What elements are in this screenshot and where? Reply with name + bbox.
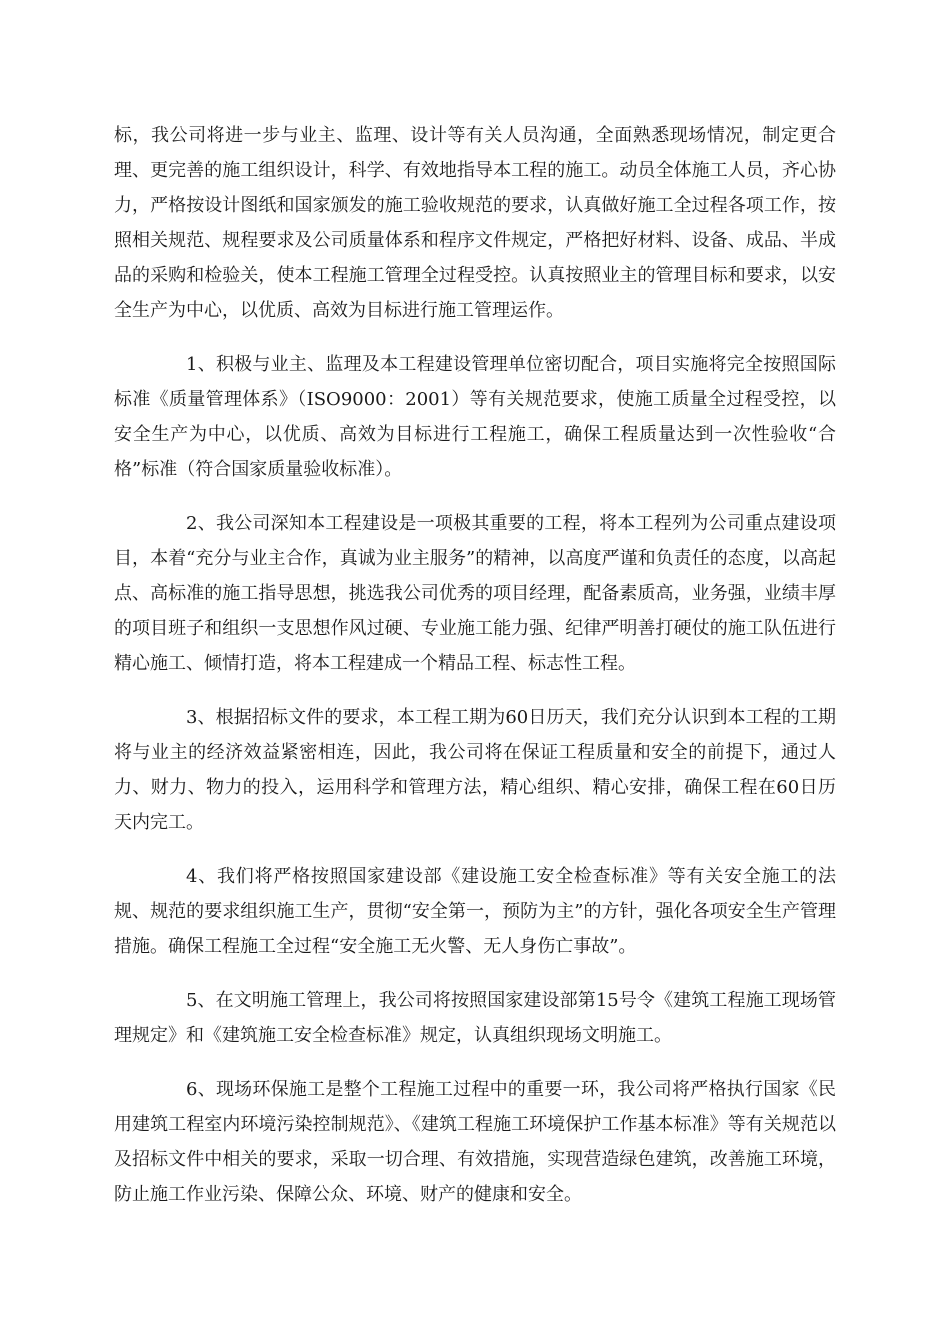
paragraph-item-5: 5、在文明施工管理上，我公司将按照国家建设部第15号令《建筑工程施工现场管理规定》和《建筑施工安全检查标准》规定，认真组织现场文明施工。 xyxy=(114,990,836,1046)
paragraph-item-2: 2、我公司深知本工程建设是一项极其重要的工程，将本工程列为公司重点建设项目，本着“充分与业主合作，真诚为业主服务”的精神，以高度严谨和负责任的态度，以高起点、高标准的施工指导思想，挑选我公司优秀的项目经理，配备素质高，业务强，业绩丰厚的项目班子和组织一支思想作风过硬、专业施工能力强、纪律严明善打硬仗的施工队伍进行精心施工、倾情打造，将本工程建成一个精品工程、标志性工程。 xyxy=(114,513,836,674)
paragraph-item-6: 6、现场环保施工是整个工程施工过程中的重要一环，我公司将严格执行国家《民用建筑工程室内环境污染控制规范》、《建筑工程施工环境保护工作基本标准》等有关规范以及招标文件中相关的要求，采取一切合理、有效措施，实现营造绿色建筑，改善施工环境，防止施工作业污染、保障公众、环境、财产的健康和安全。 xyxy=(114,1079,836,1205)
paragraph-item-3: 3、根据招标文件的要求，本工程工期为60日历天，我们充分认识到本工程的工期将与业主的经济效益紧密相连，因此，我公司将在保证工程质量和安全的前提下，通过人力、财力、物力的投入，运用科学和管理方法，精心组织、精心安排，确保工程在60日历天内完工。 xyxy=(114,707,836,833)
paragraph-intro: 标，我公司将进一步与业主、监理、设计等有关人员沟通，全面熟悉现场情况，制定更合理、更完善的施工组织设计，科学、有效地指导本工程的施工。动员全体施工人员，齐心协力，严格按设计图纸和国家颁发的施工验收规范的要求，认真做好施工全过程各项工作，按照相关规范、规程要求及公司质量体系和程序文件规定，严格把好材料、设备、成品、半成品的采购和检验关，使本工程施工管理全过程受控。认真按照业主的管理目标和要求，以安全生产为中心，以优质、高效为目标进行施工管理运作。 xyxy=(114,125,836,321)
paragraph-item-4: 4、我们将严格按照国家建设部《建设施工安全检查标准》等有关安全施工的法规、规范的要求组织施工生产，贯彻“安全第一，预防为主”的方针，强化各项安全生产管理措施。确保工程施工全过程“安全施工无火警、无人身伤亡事故”。 xyxy=(114,866,836,957)
document-body xyxy=(114,118,836,1231)
paragraph-item-1: 1、积极与业主、监理及本工程建设管理单位密切配合，项目实施将完全按照国际标准《质量管理体系》（ISO9000：2001）等有关规范要求，使施工质量全过程受控，以安全生产为中心，以优质、高效为目标进行工程施工，确保工程质量达到一次性验收“合格”标准（符合国家质量验收标准）。 xyxy=(114,354,836,480)
